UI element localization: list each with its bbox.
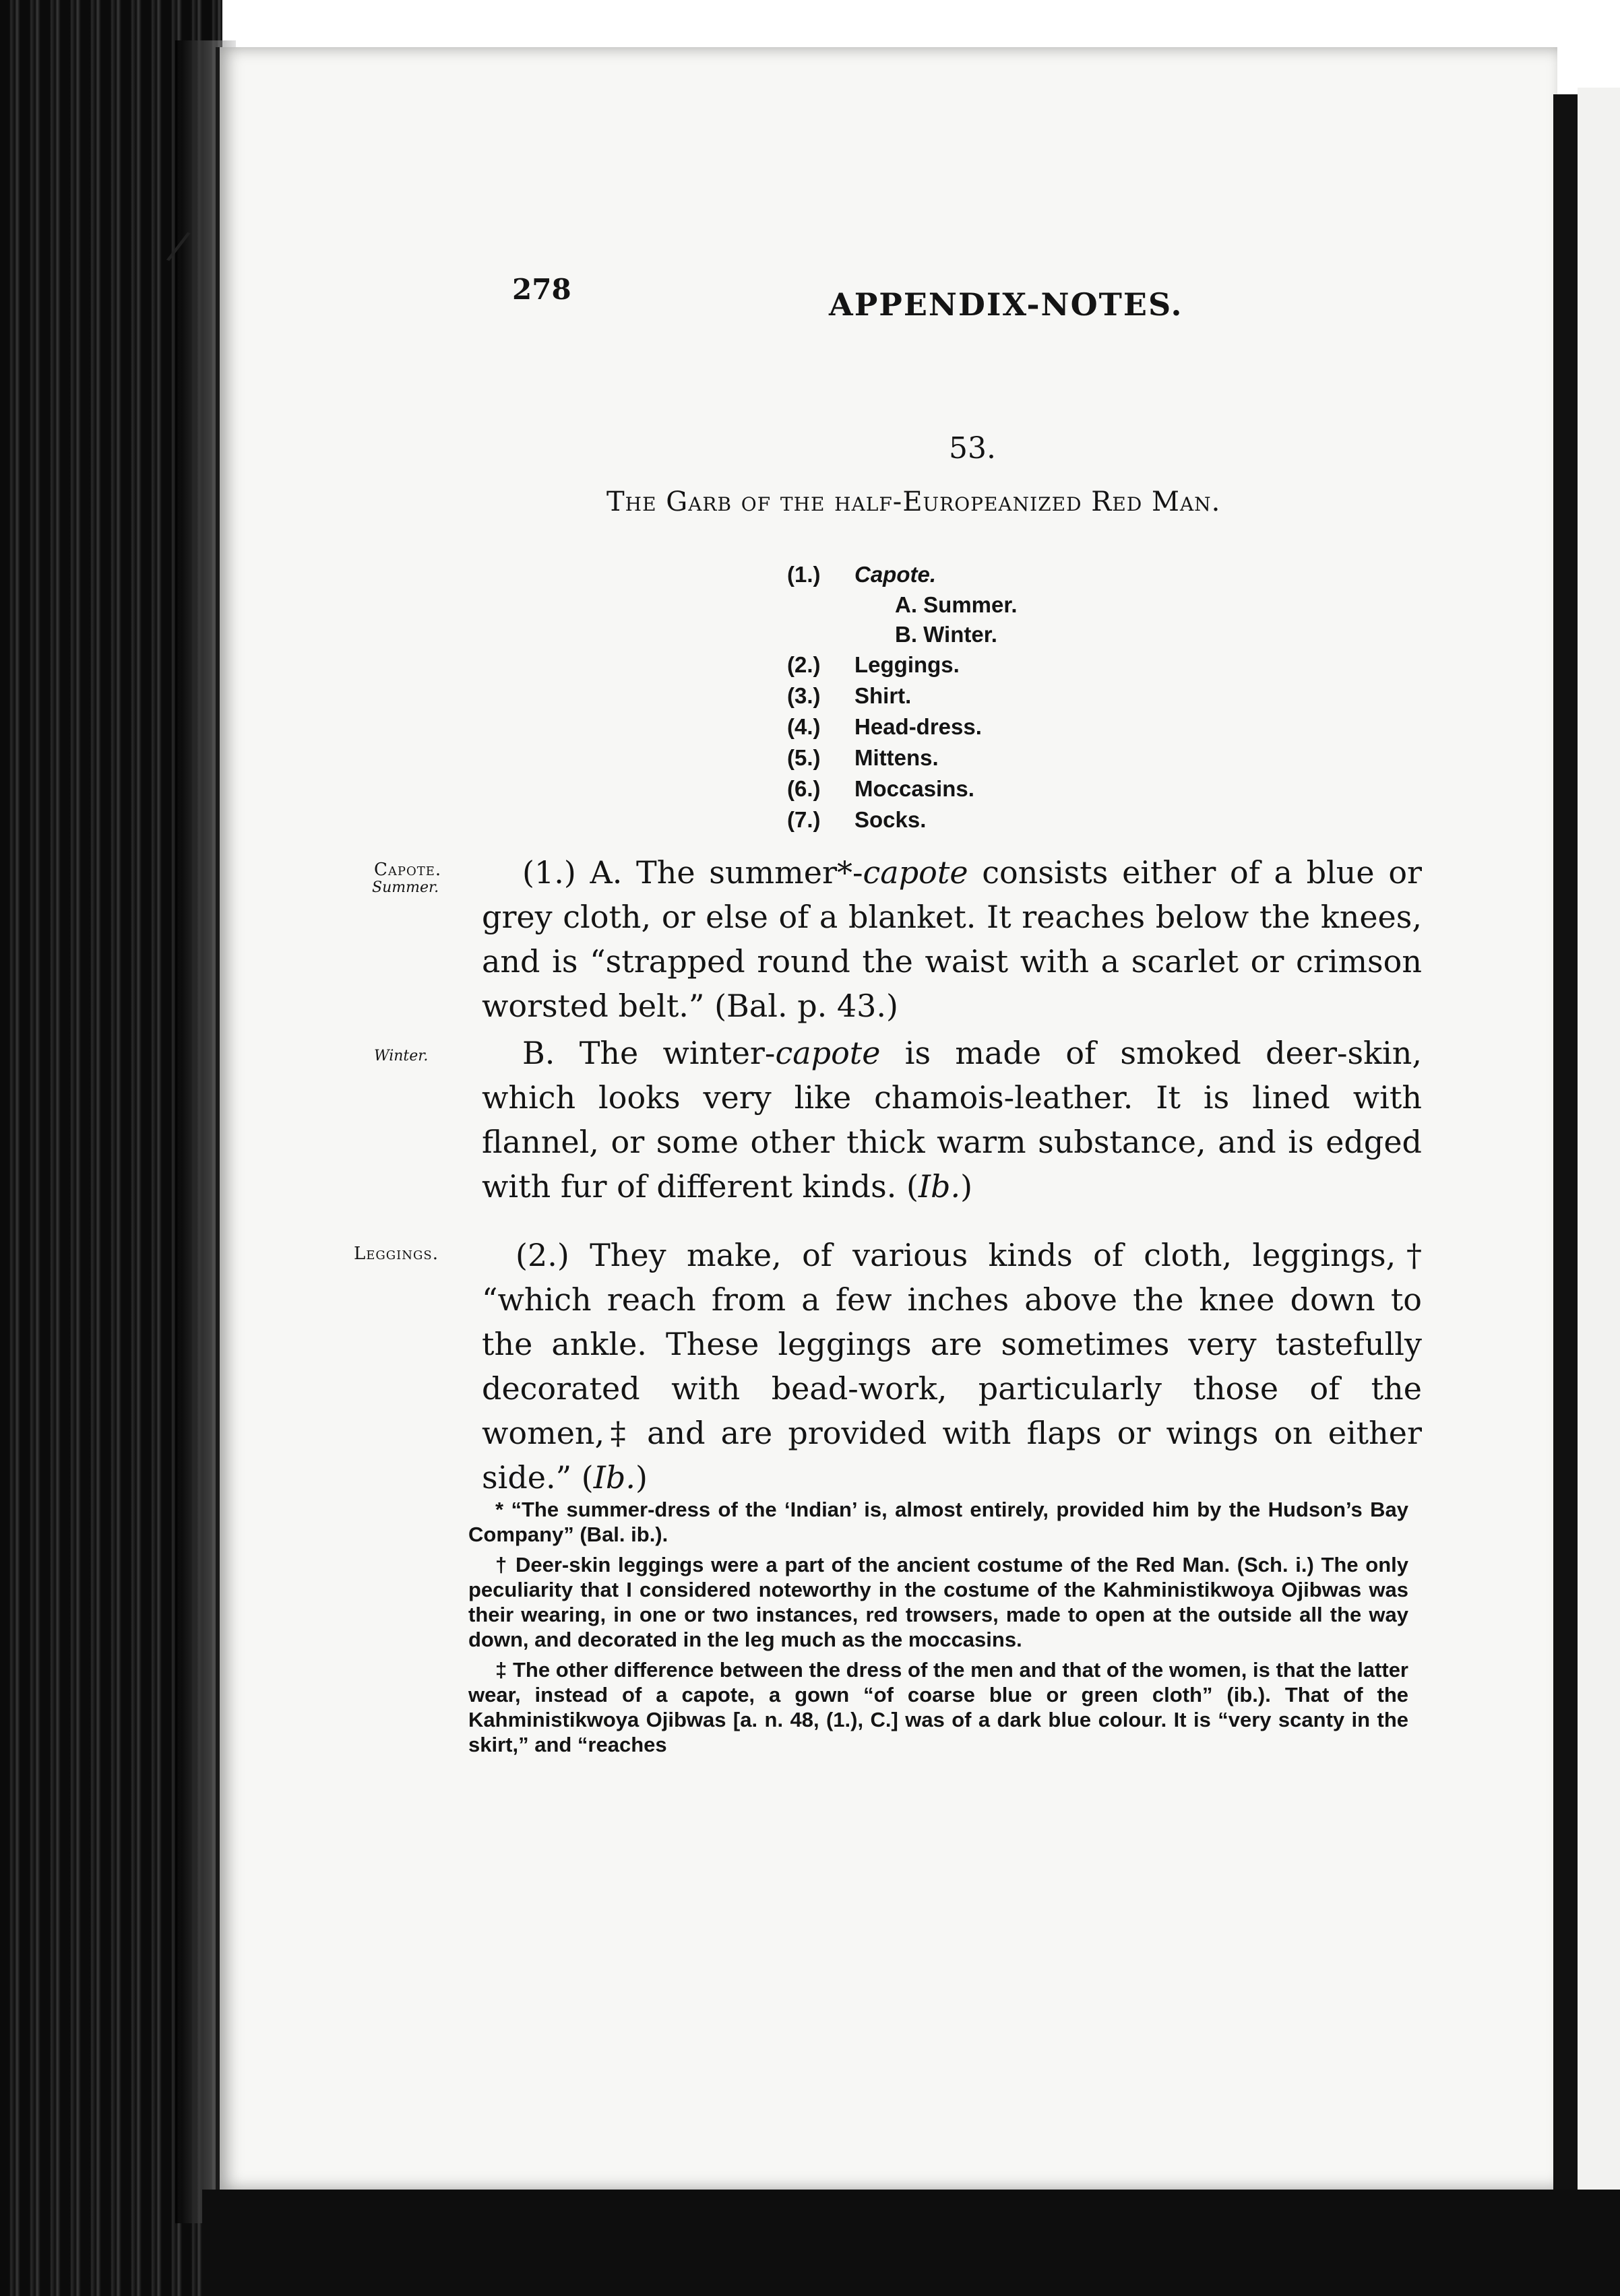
paragraph-summer-capote: (1.) A. The summer*-capote consists either of a blue or grey cloth, or else of a blanket. It reaches below the knees, and is “strapped round the waist with a scarlet or crimson worsted belt.” (Bal. p. 43.)	[482, 854, 1422, 1024]
list-item: A. Summer.	[895, 592, 1018, 617]
list-item: (6.) Moccasins.	[787, 776, 974, 801]
margin-note-winter: Winter.	[374, 1048, 429, 1064]
paragraph-winter-capote: B. The winter-capote is made of smoked deer-skin, which looks very like chamois-leather. It is lined with flannel, or some other thick warm substance, and is edged with fur of different kinds. (Ib.)	[482, 1035, 1422, 1205]
margin-note-leggings: Leggings.	[354, 1244, 439, 1264]
margin-note-summer: Summer.	[372, 879, 439, 896]
footnote-women-dress: ‡ The other difference between the dress of the men and that of the women, is that the latter wear, instead of a capote, a gown “of coarse blue or green cloth” (ib.). That of the Kahministikwoya Ojibwas [a. n. 48, (1.), C.] was of a dark blue colour. It is “very scanty in the skirt,” and “reaches	[468, 1658, 1408, 1756]
list-item: (3.) Shirt.	[787, 683, 912, 708]
footnotes	[468, 1497, 1408, 1762]
facing-page-edge	[1578, 88, 1620, 2210]
page-gutter	[1553, 94, 1578, 2203]
page-number: 278	[512, 273, 571, 306]
list-item: (7.) Socks.	[787, 807, 927, 832]
list-item: (4.) Head-dress.	[787, 714, 982, 739]
list-item: (5.) Mittens.	[787, 745, 939, 770]
margin-note-capote: Capote.	[374, 860, 442, 880]
pencil-mark: /	[164, 221, 193, 271]
footnote-summer-dress: * “The summer-dress of the ‘Indian’ is, almost entirely, provided him by the Hudson’s Bay Company” (Bal. ib.).	[468, 1498, 1408, 1546]
section-title: The Garb of the half-Europeanized Red Man.	[606, 486, 1221, 517]
list-item: (1.) Capote.	[787, 562, 937, 587]
list-item: B. Winter.	[895, 622, 997, 647]
running-head: APPENDIX-NOTES.	[829, 286, 1183, 323]
paragraph-leggings: (2.) They make, of various kinds of cloth, leggings,† “which reach from a few inches above the knee down to the ankle. These leggings are sometimes very tastefully decorated with bead-work, particularly those of the women,‡ and are provided with flaps or wings on either side.” (Ib.)	[482, 1237, 1422, 1496]
section-number: 53.	[949, 431, 996, 466]
list-item: (2.) Leggings.	[787, 652, 960, 677]
footnote-leggings: † Deer-skin leggings were a part of the ancient costume of the Red Man. (Sch. i.) The only peculiarity that I considered noteworthy in the costume of the Kahministikwoya Ojibwas was their wearing, in one or two instances, red trowsers, made to open at the outside all the way down, and decorated in the leg much as the moccasins.	[468, 1553, 1408, 1651]
contents-list	[787, 559, 1124, 835]
bottom-shadow	[202, 2190, 1620, 2296]
